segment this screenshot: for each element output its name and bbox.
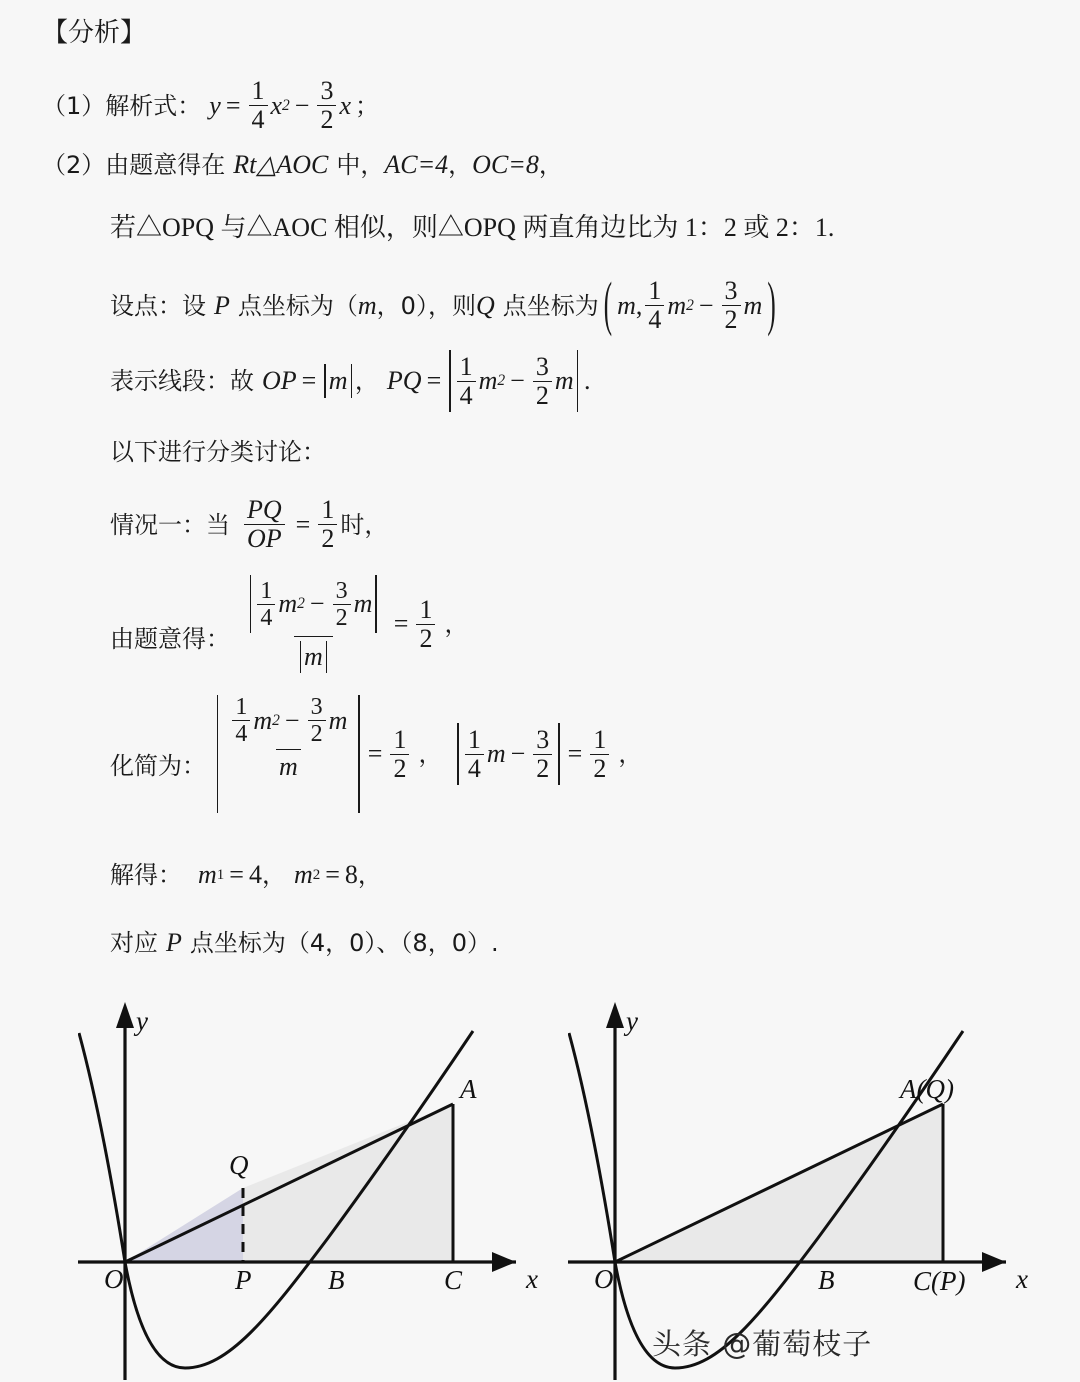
simplify-abs-second	[454, 723, 562, 785]
simplify-rhs2-fraction	[590, 724, 609, 783]
from-problem-frac-one-quarter	[257, 579, 275, 630]
set-point-q: Q	[475, 290, 495, 320]
part1-row	[42, 78, 379, 133]
conclusion-p-label: P	[166, 928, 182, 957]
conclusion-row	[110, 930, 499, 956]
x-axis-arrow	[982, 1252, 1006, 1272]
watermark: 头条 @葡萄枝子	[652, 1327, 873, 1361]
set-point-m: m	[357, 290, 377, 320]
simplify-outer-fraction	[226, 695, 350, 813]
label-C-P: C(P)	[913, 1266, 966, 1296]
y-axis-arrow	[116, 1002, 134, 1028]
simplify-den-var: m	[278, 752, 298, 781]
segments-pq-label: PQ	[386, 366, 422, 395]
simplify-comma-1: ，	[418, 740, 443, 768]
solution-comma-2: ，	[357, 861, 382, 889]
case-one-numerator: PQ	[247, 495, 282, 524]
set-point-row	[110, 273, 781, 338]
from-problem-frac1-num: 1	[260, 577, 273, 604]
simplify-equals-1: =	[367, 739, 383, 768]
segments-frac1-den: 4	[457, 381, 476, 409]
set-point-frac2-den: 2	[722, 305, 741, 333]
set-point-mid3: 点坐标为	[502, 291, 599, 320]
simplify-rhs2-den: 2	[590, 754, 609, 782]
set-point-coord-comma: ,	[635, 290, 643, 320]
similar-text: 若△OPQ 与△AOC 相似，则△OPQ 两直角边比为 1：2 或 2：1.	[110, 213, 835, 242]
abs-bar-right-3	[375, 575, 376, 633]
abs-bar-right-1	[351, 364, 352, 398]
set-point-prefix: 设点：设	[110, 291, 206, 320]
case-one-rhs-num: 1	[321, 495, 335, 524]
part1-frac2-denominator: 2	[317, 105, 336, 133]
solution-m1-var: m	[198, 860, 217, 889]
label-B: B	[328, 1265, 345, 1295]
y-axis-arrow	[606, 1002, 624, 1028]
case-one-denominator: OP	[244, 524, 285, 552]
simplify-second-frac1	[465, 724, 484, 783]
label-P: P	[235, 1265, 252, 1295]
case-one-rhs-fraction	[318, 497, 337, 552]
part1-fraction-one-quarter	[249, 78, 268, 133]
solution-m2-subscript: 2	[312, 866, 321, 883]
case-one-ratio-fraction	[244, 497, 285, 552]
simplify-frac1-den: 4	[232, 720, 250, 746]
set-point-mid2: ，0），则	[376, 291, 476, 320]
simplify-comma-2: ，	[618, 740, 643, 768]
abs-bar-left-1	[324, 364, 325, 398]
abs-bar-left-2	[449, 350, 450, 412]
solution-m2-value: 8	[344, 860, 358, 889]
simplify-rhs1-den: 2	[390, 754, 409, 782]
solution-m1-value: 4	[248, 860, 262, 889]
simplify-label: 化简为：	[110, 752, 206, 780]
part2-row	[42, 152, 563, 178]
set-point-paren-open: (	[603, 273, 613, 338]
segments-minus: −	[510, 366, 525, 395]
from-problem-outer-fraction	[244, 575, 383, 673]
from-problem-minus: −	[309, 589, 325, 618]
simplify-second-frac2-den: 2	[533, 754, 552, 782]
case-one-rhs-den: 2	[318, 524, 337, 552]
segments-var-m: m	[478, 366, 498, 395]
part1-minus: −	[294, 90, 310, 120]
label-x-axis: x	[526, 1264, 538, 1294]
from-problem-frac1-den: 4	[257, 604, 275, 630]
set-point-paren-close: )	[767, 273, 776, 338]
region-qpca-fill	[243, 1104, 453, 1262]
simplify-frac-one-quarter	[232, 695, 250, 746]
part1-exponent: 2	[282, 96, 290, 114]
solution-m2-equals: =	[325, 860, 340, 889]
label-O: O	[594, 1264, 614, 1294]
from-problem-frac2-den: 2	[333, 604, 351, 630]
part1-var-x1: x	[270, 90, 283, 120]
set-point-p: P	[214, 290, 230, 320]
abs-bar-right-4	[326, 641, 327, 673]
segments-frac1-num: 1	[459, 351, 473, 381]
segments-frac-one-quarter	[457, 351, 476, 410]
simplify-second-var: m	[486, 739, 506, 768]
abs-bar-right-5	[358, 695, 359, 813]
from-problem-exp: 2	[297, 595, 305, 613]
segments-exp: 2	[497, 372, 506, 390]
label-Q: Q	[229, 1150, 249, 1180]
from-problem-rhs-num: 1	[419, 594, 433, 624]
from-problem-outer-denominator	[294, 636, 334, 673]
from-problem-equals: =	[393, 609, 409, 638]
case-one-row	[110, 497, 388, 552]
segments-frac2-num: 3	[535, 351, 549, 381]
triangle-opq-fill	[125, 1188, 243, 1262]
solution-m1-subscript: 1	[216, 866, 225, 883]
conclusion-text: 点坐标为（4，0）、（8，0）.	[189, 929, 499, 957]
case-one-suffix: 时，	[340, 510, 389, 539]
simplify-second-frac1-den: 4	[465, 754, 484, 782]
part2-ac-value: AC=4	[384, 150, 449, 179]
from-problem-row	[110, 575, 468, 673]
set-point-frac1-den: 4	[645, 305, 664, 333]
from-problem-rhs-fraction	[416, 594, 435, 653]
simplify-second-expression	[462, 723, 555, 785]
segments-frac2-den: 2	[533, 381, 552, 409]
segments-row	[110, 350, 591, 412]
part1-lhs: y	[209, 90, 221, 120]
segments-expression	[454, 350, 574, 412]
segments-eq1: =	[301, 366, 317, 395]
from-problem-expression	[254, 575, 372, 633]
label-A-Q: A(Q)	[900, 1074, 954, 1104]
simplify-minus: −	[284, 705, 300, 735]
simplify-outer-denominator	[276, 749, 301, 780]
case-one-label: 情况一：当	[110, 510, 230, 539]
from-problem-den-var: m	[303, 642, 323, 671]
abs-bar-left-5	[217, 695, 218, 813]
set-point-frac1-num: 1	[648, 276, 662, 305]
part1-frac2-numerator: 3	[320, 76, 334, 105]
simplify-second-minus: −	[510, 739, 526, 768]
set-point-var-m2: m	[743, 290, 763, 320]
from-problem-abs-expression	[247, 575, 380, 633]
abs-bar-left-4	[300, 641, 301, 673]
simplify-equals-2: =	[567, 739, 583, 768]
part1-fraction-three-halves	[317, 78, 336, 133]
label-B: B	[818, 1265, 835, 1295]
set-point-mid1: 点坐标为（	[237, 291, 358, 320]
segments-comma: ，	[354, 367, 379, 395]
simplify-frac2-num: 3	[310, 694, 323, 720]
segments-frac-three-halves	[533, 351, 552, 410]
segments-var-m2: m	[554, 366, 574, 395]
label-A: A	[460, 1074, 477, 1104]
simplify-var-m: m	[253, 705, 273, 735]
part2-oc-value: OC=8	[472, 150, 539, 179]
set-point-minus: −	[698, 290, 714, 320]
simplify-second-frac2-num: 3	[536, 724, 550, 754]
simplify-rhs1-num: 1	[393, 724, 407, 754]
simplify-abs-outer	[214, 695, 363, 813]
label-x-axis: x	[1016, 1264, 1028, 1294]
part2-label: （2）由题意得在	[42, 151, 226, 179]
label-y-axis: y	[136, 1006, 148, 1036]
label-O: O	[104, 1264, 124, 1294]
x-axis-arrow	[492, 1252, 516, 1272]
abs-bar-right-6	[558, 723, 559, 785]
from-problem-abs-m	[297, 641, 331, 673]
set-point-frac2-num: 3	[724, 276, 738, 305]
solution-comma-1: ，	[261, 861, 286, 889]
simplify-row	[110, 695, 642, 813]
segments-prefix: 表示线段：故	[110, 367, 254, 395]
from-problem-label: 由题意得：	[110, 625, 230, 653]
from-problem-frac2-num: 3	[335, 577, 348, 604]
part1-frac1-denominator: 4	[249, 105, 268, 133]
segments-abs-var: m	[328, 366, 348, 395]
discussion-row	[110, 440, 326, 464]
simplify-outer-numerator	[226, 695, 350, 749]
segments-abs-m	[321, 364, 355, 398]
segments-period: .	[584, 366, 591, 395]
set-point-frac-three-halves	[722, 278, 741, 333]
set-point-var-m: m	[667, 290, 687, 320]
solution-label: 解得：	[110, 861, 182, 889]
part1-frac1-numerator: 1	[251, 76, 265, 105]
simplify-frac1-num: 1	[235, 694, 248, 720]
solution-m1-equals: =	[229, 860, 244, 889]
set-point-exp: 2	[686, 296, 694, 314]
from-problem-frac-three-halves	[333, 579, 351, 630]
simplify-rhs2-num: 1	[593, 724, 607, 754]
case-one-equals: =	[295, 509, 311, 539]
set-point-frac-one-quarter	[645, 278, 664, 333]
part1-semicolon: ；	[355, 91, 380, 120]
abs-bar-left-6	[457, 723, 458, 785]
simplify-var-m2: m	[328, 705, 348, 735]
similar-triangles-row	[110, 215, 834, 241]
from-problem-rhs-den: 2	[416, 624, 435, 652]
from-problem-var-m2: m	[353, 589, 373, 618]
abs-bar-left-3	[250, 575, 251, 633]
simplify-frac2-den: 2	[308, 720, 326, 746]
solution-m2-var: m	[293, 860, 313, 889]
figure-left	[78, 988, 548, 1380]
part2-triangle-name: Rt△AOC	[233, 150, 329, 179]
segments-op-label: OP	[262, 366, 297, 395]
from-problem-outer-numerator	[244, 575, 383, 636]
solution-row	[110, 862, 382, 888]
segments-eq2: =	[426, 366, 442, 395]
abs-bar-right-2	[577, 350, 578, 412]
part2-comma-2: ，	[538, 151, 563, 179]
figure-left-svg	[78, 988, 548, 1380]
analysis-heading-text: 【分析】	[42, 18, 147, 48]
analysis-heading	[42, 20, 146, 46]
part2-mid-text: 中，	[336, 151, 385, 179]
part1-label: （1）解析式：	[42, 91, 202, 120]
from-problem-comma: ，	[444, 610, 469, 638]
simplify-rhs1-fraction	[390, 724, 409, 783]
segments-abs-expression	[446, 350, 581, 412]
simplify-exp: 2	[272, 711, 280, 729]
discussion-label: 以下进行分类讨论：	[110, 438, 326, 466]
set-point-coord-x: m	[617, 290, 636, 320]
part1-var-x2: x	[339, 90, 352, 120]
part1-equals: =	[225, 90, 241, 120]
simplify-second-frac1-num: 1	[467, 724, 481, 754]
label-C: C	[444, 1265, 463, 1295]
from-problem-var-m: m	[278, 589, 298, 618]
simplify-frac-three-halves	[308, 695, 326, 746]
conclusion-prefix: 对应	[110, 929, 158, 957]
label-y-axis: y	[626, 1006, 638, 1036]
simplify-second-frac2	[533, 724, 552, 783]
part2-comma-1: ，	[448, 151, 473, 179]
